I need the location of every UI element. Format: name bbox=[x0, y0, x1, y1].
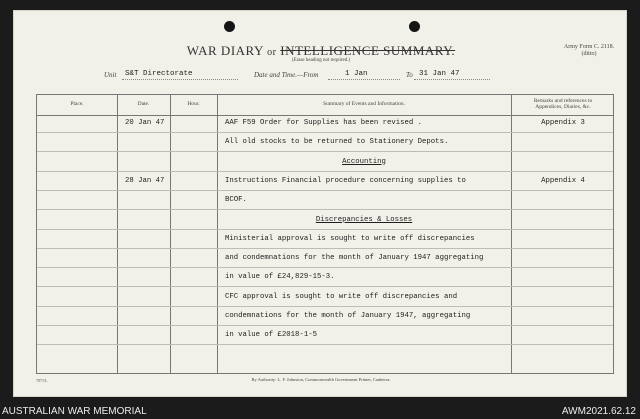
form-number-sub: (ditto) bbox=[581, 51, 597, 57]
date-label: Date and Time.—From bbox=[254, 71, 319, 79]
header-separator bbox=[37, 115, 613, 116]
row-rule bbox=[37, 151, 613, 152]
form-number-main: Army Form C. 2118. bbox=[563, 44, 615, 50]
row-rule bbox=[37, 190, 613, 191]
archive-reference: AWM2021.62.12 bbox=[561, 406, 636, 417]
col-head-summary: Summary of Events and Information. bbox=[322, 101, 406, 107]
row-rule bbox=[37, 171, 613, 172]
diary-table bbox=[36, 94, 614, 374]
row-rule bbox=[37, 248, 613, 249]
row-rule bbox=[37, 209, 613, 210]
row-summary: and condemnations for the month of January 1947 aggregating bbox=[225, 254, 484, 263]
row-remarks: Appendix 3 bbox=[541, 119, 585, 127]
row-remarks: Appendix 4 bbox=[541, 176, 585, 185]
col-head-remarks-line2: Appendices, Diaries, &c. bbox=[535, 104, 591, 110]
row-rule bbox=[37, 267, 613, 268]
punch-hole-left bbox=[224, 21, 235, 32]
col-divider-place bbox=[117, 95, 118, 373]
unit-label: Unit bbox=[104, 71, 117, 79]
archive-caption: AUSTRALIAN WAR MEMORIAL bbox=[2, 406, 147, 417]
col-head-date: Date. bbox=[137, 101, 150, 107]
row-rule bbox=[37, 286, 613, 287]
col-head-place: Place. bbox=[70, 101, 84, 107]
col-head-remarks bbox=[511, 98, 615, 110]
unit-value: S&T Directorate bbox=[125, 70, 193, 78]
to-value: 31 Jan 47 bbox=[419, 70, 460, 78]
print-code: 7871/L bbox=[36, 378, 48, 383]
form-number bbox=[554, 44, 624, 58]
unit-underline bbox=[122, 79, 238, 80]
row-summary: All old stocks to be returned to Stationery Depots. bbox=[225, 138, 449, 147]
row-summary: CFC approval is sought to write off discrepancies and bbox=[225, 292, 458, 301]
title-struck: INTELLIGENCE SUMMARY. bbox=[280, 43, 456, 58]
form-title bbox=[14, 43, 628, 59]
printer-authority: By Authority: L. F. Johnston, Commonwealth Government Printer, Canberra. bbox=[251, 377, 391, 382]
section-heading: Discrepancies & Losses bbox=[315, 215, 413, 224]
row-rule bbox=[37, 306, 613, 307]
col-divider-summary bbox=[511, 95, 512, 373]
to-label: To bbox=[406, 71, 413, 79]
section-heading: Accounting bbox=[342, 157, 386, 166]
row-rule bbox=[37, 132, 613, 133]
row-rule bbox=[37, 229, 613, 230]
row-summary: AAF F59 Order for Supplies has been revised . bbox=[225, 119, 423, 127]
col-head-remarks-line1: Remarks and references to bbox=[533, 98, 593, 104]
title-main: WAR DIARY bbox=[186, 43, 264, 58]
row-rule bbox=[37, 325, 613, 326]
from-value: 1 Jan bbox=[345, 70, 368, 78]
row-summary: Ministerial approval is sought to write off discrepancies bbox=[225, 234, 475, 243]
punch-hole-right bbox=[409, 21, 420, 32]
col-head-hour: Hour. bbox=[187, 101, 200, 107]
col-divider-hour bbox=[217, 95, 218, 373]
row-date: 20 Jan 47 bbox=[125, 119, 165, 127]
row-summary: BCOF. bbox=[225, 196, 247, 205]
row-summary: condemnations for the month of January 1947, aggregating bbox=[225, 312, 471, 320]
row-summary: in value of £24,829-15-3. bbox=[225, 273, 335, 282]
form-subtitle: (Erase heading not required.) bbox=[291, 58, 351, 63]
title-or: or bbox=[267, 47, 277, 58]
row-summary: Instructions Financial procedure concerning supplies to bbox=[225, 176, 466, 185]
to-underline bbox=[414, 79, 490, 80]
col-divider-date bbox=[170, 95, 171, 373]
war-diary-sheet bbox=[13, 10, 627, 397]
row-date: 28 Jan 47 bbox=[125, 176, 165, 185]
row-rule bbox=[37, 344, 613, 345]
row-summary: in value of £2018-1-5 bbox=[225, 331, 317, 340]
from-underline bbox=[328, 79, 400, 80]
